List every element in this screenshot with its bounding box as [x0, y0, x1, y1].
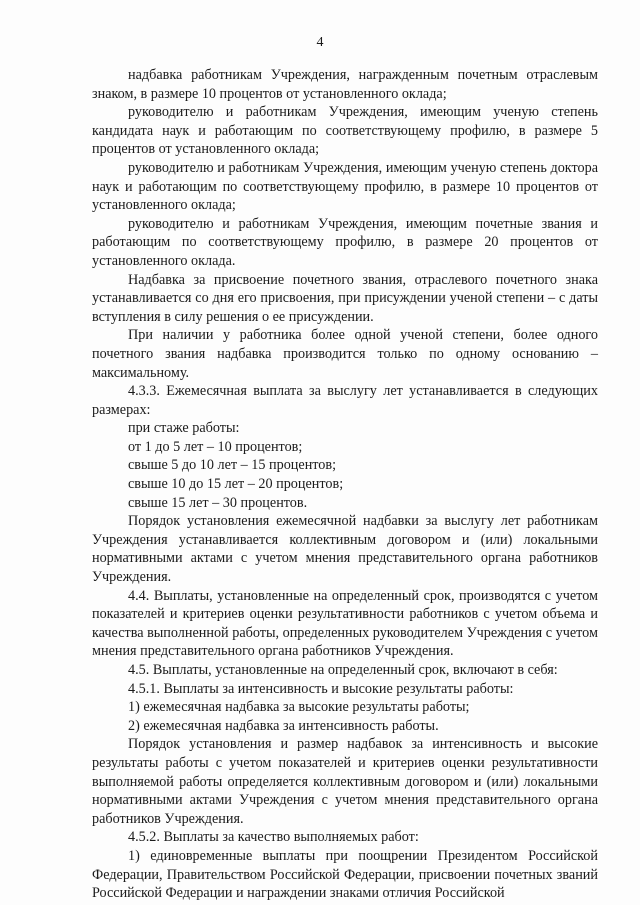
paragraph-4-5-1: 4.5.1. Выплаты за интенсивность и высокие результаты работы: [128, 680, 514, 697]
paragraph-honorary-title: руководителю и работникам Учреждения, имеющим почетные звания и работающим по соответствующему профилю, в размере 20 процентов от установленного оклада. [92, 215, 598, 269]
list-item-one-time-payments: 1) единовременные выплаты при поощрении Президентом Российской Федерации, Правительством Российской Федерации, присвоении почетных званий Российской Федерации и награждении знаками отличия Российской [92, 847, 598, 902]
list-item-high-results: 1) ежемесячная надбавка за высокие результаты работы; [128, 699, 470, 716]
paragraph-4-5-2: 4.5.2. Выплаты за качество выполняемых работ: [128, 829, 419, 846]
paragraph-candidate-degree: руководителю и работникам Учреждения, имеющим ученую степень кандидата наук и работающим по соответствующему профилю, в размере 5 процентов от установленного оклада; [92, 104, 598, 158]
list-item-intensity: 2) ежемесячная надбавка за интенсивность работы. [128, 717, 439, 734]
paragraph-intensity-procedure: Порядок установления и размер надбавок за интенсивность и высокие результаты работы с учетом показателей и критериев оценки результативности выполняемой работы определяется коллективным договором и (или) локальными нормативными актами Учреждения с учетом мнения представительного органа работников Учреждения. [92, 736, 598, 827]
page-number: 4 [316, 35, 324, 50]
document-body [92, 66, 598, 903]
list-item-15-plus-years: свыше 15 лет – 30 процентов. [128, 494, 308, 511]
list-intro-experience: при стаже работы: [128, 420, 240, 437]
paragraph-4-5: 4.5. Выплаты, установленные на определенный срок, включают в себя: [128, 662, 558, 678]
paragraph-doctor-degree: руководителю и работникам Учреждения, имеющим ученую степень доктора наук и работающим по соответствующему профилю, в размере 10 процентов от установленного оклада; [92, 159, 598, 214]
list-item-10-15-years: свыше 10 до 15 лет – 20 процентов; [128, 476, 344, 493]
list-item-1-5-years: от 1 до 5 лет – 10 процентов; [128, 438, 303, 455]
list-item-5-10-years: свыше 5 до 10 лет – 15 процентов; [128, 457, 337, 474]
paragraph-seniority-procedure: Порядок установления ежемесячной надбавки за выслугу лет работникам Учреждения устанавливается коллективным договором и (или) локальными нормативными актами с учетом мнения представительного органа работников Учреждения. [92, 513, 598, 586]
paragraph-allowance-start: Надбавка за присвоение почетного звания, отраслевого почетного знака устанавливается со дня его присвоения, при присуждении ученой степени – с даты вступления в силу решения о ее присуждении. [92, 271, 598, 325]
paragraph-multiple-grounds: При наличии у работника более одной ученой степени, более одного почетного звания надбавка производится только по одному основанию – максимальному. [92, 327, 598, 381]
paragraph-4-3-3: 4.3.3. Ежемесячная выплата за выслугу лет устанавливается в следующих размерах: [92, 383, 598, 418]
paragraph-4-4: 4.4. Выплаты, установленные на определенный срок, производятся с учетом показателей и критериев оценки результативности работников с учетом объема и качества выполненной работы, определенных руководителем Учреждения с учетом мнения представительного органа работников Учреждения. [92, 587, 598, 660]
paragraph-award-badge: надбавка работникам Учреждения, награжденным почетным отраслевым знаком, в размере 10 процентов от установленного оклада; [92, 67, 598, 102]
